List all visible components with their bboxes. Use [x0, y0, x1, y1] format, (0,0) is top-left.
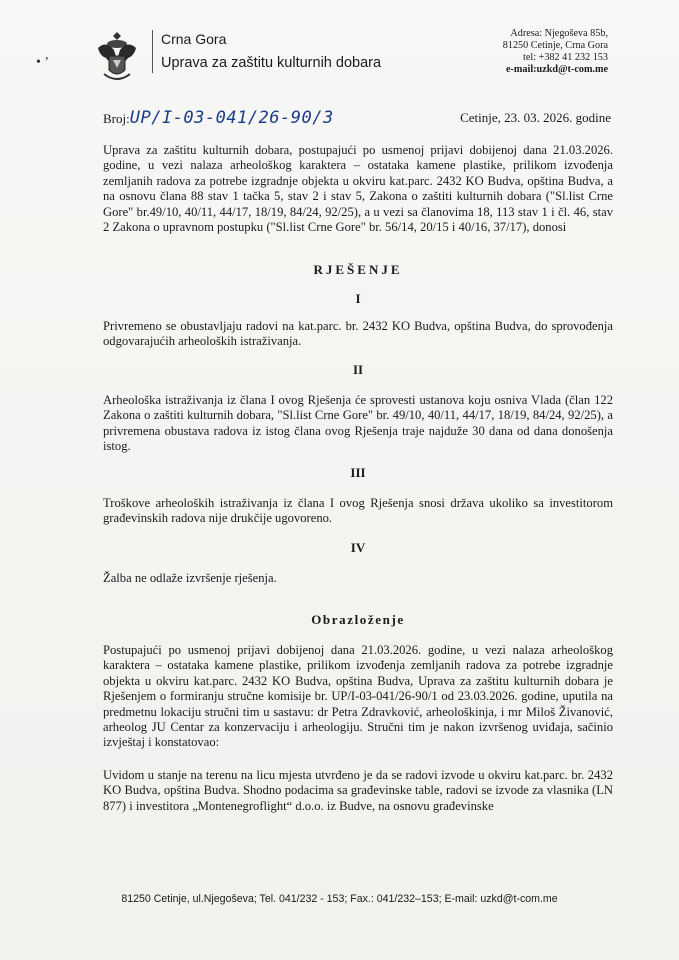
- reference-number: [103, 108, 334, 128]
- scan-marks: • ’: [36, 55, 50, 70]
- section-number: II: [352, 362, 364, 377]
- agency-name: Uprava za zaštitu kulturnih dobara: [161, 55, 382, 71]
- handwritten-number: UP/I-03-041/26-90/3: [129, 108, 334, 128]
- email-line: e-mail:uzkd@t-com.me: [506, 64, 608, 75]
- section-number: I: [355, 291, 361, 306]
- reasoning-title: Obrazloženje: [311, 612, 405, 627]
- address-line: 81250 Cetinje, Crna Gora: [502, 40, 608, 51]
- section-number: IV: [350, 540, 366, 555]
- section-text: Troškove arheoloških istraživanja iz člana I ovog Rješenja snosi država ukoliko sa investitorom građevinskih radova nije drukčije ugovoreno.: [103, 496, 613, 526]
- section-text: Žalba ne odlaže izvršenje rješenja.: [103, 571, 277, 585]
- address-block: [503, 28, 608, 76]
- reasoning-paragraph: Uvidom u stanje na terenu na licu mjesta utvrđeno je da se radovi izvode u okviru kat.parc. br. 2432 KO Budva, opština Budva. Shodno podacima sa građevinske table, radovi se izvode za vlasnika (LN 877) i investitora „Montenegroflight“ d.o.o. iz Budve, na osnovu građevinske: [103, 768, 613, 813]
- footer-contact: 81250 Cetinje, ul.Njegoševa; Tel. 041/232 - 153; Fax.: 041/232–153; E-mail: uzkd@t-com.me: [121, 893, 558, 905]
- section-text: Arheološka istraživanja iz člana I ovog Rješenja će sprovesti ustanova koju osniva Vlada (član 122 Zakona o zaštiti kulturnih dobara, "Sl.list Crne Gore" br. 49/10, 40/11, 44/17, 18/19, 84/24, 92/25), a privremena obustava radova iz istog člana ovog Rješenja traje najduže 30 dana od dana donošenja istog.: [103, 393, 613, 454]
- coat-of-arms-icon: [94, 30, 140, 84]
- agency-block: [152, 30, 381, 73]
- address-line: Adresa: Njegoševa 85b,: [510, 28, 608, 39]
- document-date: Cetinje, 23. 03. 2026. godine: [460, 110, 611, 125]
- section-text: Privremeno se obustavljaju radovi na kat.parc. br. 2432 KO Budva, opština Budva, do sprovođenja odgovarajućih arheoloških istraživanja.: [103, 319, 613, 349]
- country-name: Crna Gora: [161, 31, 227, 47]
- phone-line: tel: +382 41 232 153: [523, 52, 608, 63]
- decision-title: RJEŠENJE: [313, 262, 403, 277]
- preamble-text: Uprava za zaštitu kulturnih dobara, postupajući po usmenoj prijavi dobijenoj dana 21.03.2026. godine, u vezi nalaza arheološkog karaktera – ostataka kamene plastike, prilikom izvođenja zemljanih radova za potrebe izgradnje objekta u okviru kat.parc. 2432 KO Budva, opština Budva, a na osnovu člana 88 stav 1 tačka 5, stav 2 i stav 5, Zakona o zaštiti kulturnih dobara ("Sl.list Crne Gore" br.49/10, 40/11, 44/17, 18/19, 84/24, 92/25), a u vezi sa članovima 18, 113 stav 1 i čl. 46, stav 2 Zakona o upravnom postupku ("Sl.list Crne Gore" br. 56/14, 20/15 i 40/16, 37/17), donosi: [103, 143, 613, 235]
- section-number: III: [350, 465, 366, 480]
- reference-label: Broj:: [103, 111, 130, 126]
- reasoning-paragraph: Postupajući po usmenoj prijavi dobijenoj dana 21.03.2026. godine, u vezi nalaza arheološkog karaktera – ostataka kamene plastike, prilikom izvođenja zemljanih radova za potrebe izgradnje objekta u okviru kat.parc. 2432 KO Budva, opština Budva, Uprava za zaštitu kulturnih dobara je Rješenjem o formiranju stručne komisije br. UP/I-03-041/26-90/1 od 23.03.2026. godine, uputila na predmetnu lokaciju stručni tim u sastavu: dr Petra Zdravković, arheološkinja, i mr Miloš Živanović, arheolog JU Centar za konzervaciju i arheologiju. Stručni tim je nakon izvršenog uviđaja, sačinio izvještaj i konstatovao:: [103, 643, 613, 750]
